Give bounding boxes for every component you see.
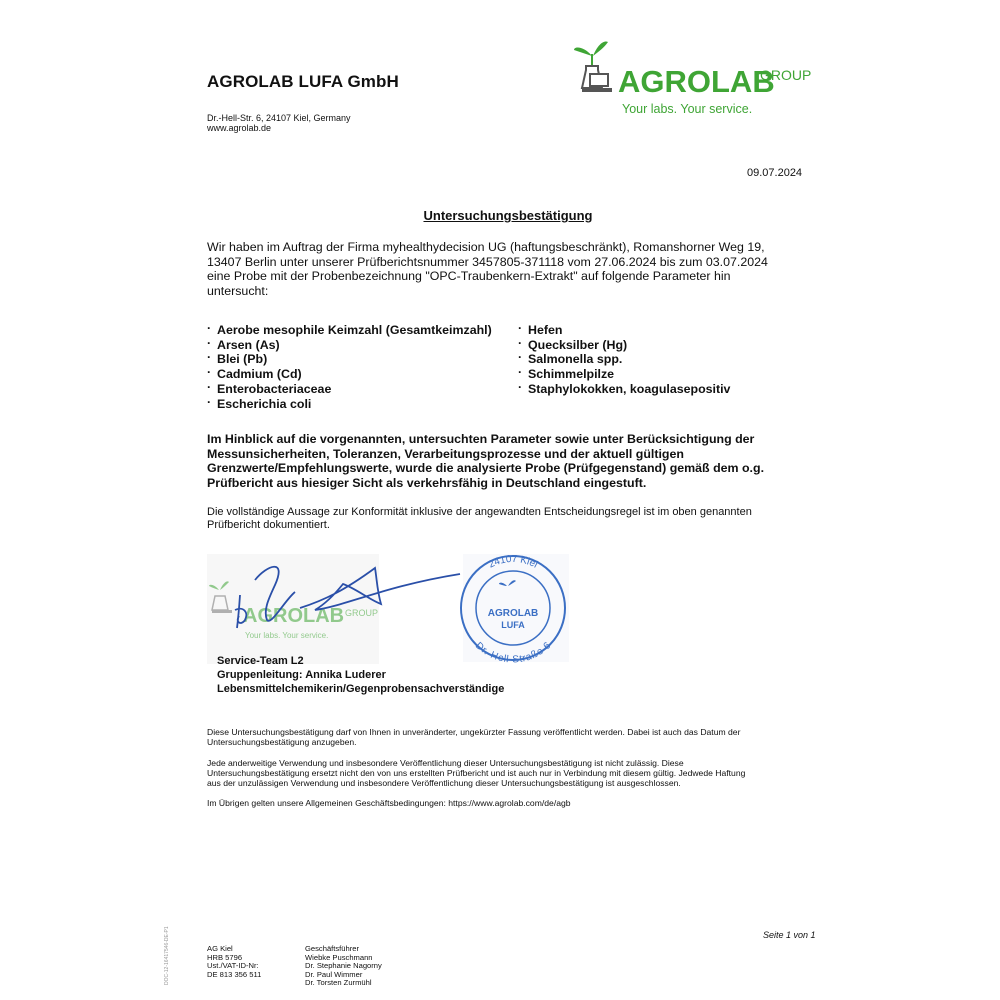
footnotes	[207, 727, 812, 819]
footnote-agb: Im Übrigen gelten unsere Allgemeinen Geschäftsbedingungen: https://www.agrolab.com/de/agb	[207, 798, 571, 809]
parameter-item: · Enterobacteriaceae	[207, 382, 492, 397]
intro-line: Wir haben im Auftrag der Firma myhealthydecision UG (haftungsbeschränkt), Romanshorner Weg 19,	[207, 240, 765, 254]
registry-line: AG Kiel	[207, 944, 233, 953]
website-link[interactable]: www.agrolab.de	[207, 123, 272, 133]
intro-paragraph	[207, 240, 807, 298]
registry-line: DE 813 356 511	[207, 969, 262, 979]
stamp-bottom-text: Dr.-Hell-Straße 6	[473, 640, 554, 666]
conclusion-line: Im Hinblick auf die vorgenannten, untersuchten Parameter sowie unter Berücksichtigung der	[207, 432, 755, 446]
parameter-item: · Arsen (As)	[207, 338, 492, 353]
conclusion-line: Prüfbericht aus hiesiger Sicht als verkehrsfähig in Deutschland eingestuft.	[207, 475, 647, 490]
signatory-role: Lebensmittelchemikerin/Gegenprobensachverständige	[217, 683, 505, 695]
service-team: Service-Team L2	[217, 655, 304, 667]
intro-line: 13407 Berlin unter unserer Prüfberichtsnummer 3457805-371118 vom 27.06.2024 bis zum 03.07.2024	[207, 254, 768, 269]
conformity-paragraph	[207, 506, 812, 532]
parameter-item: · Quecksilber (Hg)	[518, 338, 730, 353]
footnote-line: aus der unzulässigen Verwendung und insbesondere Veröffentlichung dieser Untersuchungsbestätigung ist ausgeschlossen.	[207, 778, 681, 789]
agrolab-group-logo	[572, 36, 822, 120]
footnote-line: Untersuchungsbestätigung ersetzt nicht den von uns erstellten Prüfbericht und ist auch nur in Verbindung mit diesem gültig. Jedwede Haftung	[207, 767, 746, 778]
sprout-lab-icon	[574, 42, 612, 92]
watermark-group: GROUP	[345, 608, 379, 618]
registry-line: HRB 5796	[207, 952, 243, 962]
side-code-text: DOC-12-16417546-DE-P1	[164, 926, 170, 985]
registry-info	[207, 945, 261, 979]
intro-line: eine Probe mit der Probenbezeichnung "OPC-Traubenkern-Extrakt" auf folgende Parameter hin	[207, 269, 731, 283]
group-lead: Gruppenleitung: Annika Luderer	[217, 669, 386, 681]
parameter-item: · Schimmelpilze	[518, 367, 730, 382]
official-stamp	[461, 554, 569, 666]
conformity-line: Die vollständige Aussage zur Konformität inklusive der angewandten Entscheidungsregel ist im oben genannten	[207, 506, 752, 518]
parameter-item: · Blei (Pb)	[207, 352, 492, 367]
management-title: Geschäftsführer	[305, 944, 360, 953]
watermark-brand: AGROLAB	[243, 605, 345, 627]
address-line: Dr.-Hell-Str. 6, 24107 Kiel, Germany	[207, 113, 351, 123]
conformity-line: Prüfbericht dokumentiert.	[207, 519, 330, 531]
side-document-code	[150, 925, 190, 985]
registry-line: Ust./VAT-ID-Nr:	[207, 961, 259, 971]
manager-name: Dr. Stephanie Nagorny	[305, 961, 382, 971]
stamp-line1: AGROLAB	[487, 608, 539, 619]
parameter-item: · Cadmium (Cd)	[207, 367, 492, 382]
parameter-item: · Aerobe mesophile Keimzahl (Gesamtkeimzahl)	[207, 323, 492, 338]
document-title: Untersuchungsbestätigung	[423, 208, 593, 223]
management-info	[305, 945, 382, 988]
page-number: Seite 1 von 1	[763, 930, 816, 940]
parameter-list-left	[207, 323, 492, 411]
footnote-line: Diese Untersuchungsbestätigung darf von Ihnen in unveränderter, ungekürzter Fassung veröffentlicht werden. Dabei ist auch das Datum der	[207, 727, 741, 737]
manager-name: Wiebke Puschmann	[305, 952, 373, 962]
conclusion-line: Messunsicherheiten, Toleranzen, Verarbeitungsprozesse und der aktuell gültigen	[207, 446, 684, 461]
stamp-line2: LUFA	[501, 620, 525, 630]
logo-slogan: Your labs. Your service.	[622, 102, 753, 116]
footnote-paragraph	[207, 727, 812, 748]
signatory-block	[217, 654, 504, 696]
signature-stamp-area	[205, 550, 575, 670]
manager-name: Dr. Torsten Zurmühl	[305, 978, 372, 988]
conclusion-paragraph	[207, 432, 812, 490]
parameter-list-right	[518, 323, 730, 397]
watermark-slogan: Your labs. Your service.	[245, 631, 329, 640]
logo-group: GROUP	[760, 67, 812, 83]
footnote-line: Jede anderweitige Verwendung und insbesondere Veröffentlichung dieser Untersuchungsbestätigung ist nicht zulässig. Diese	[207, 757, 684, 768]
company-name: AGROLAB LUFA GmbH	[207, 72, 399, 91]
parameter-item: · Hefen	[518, 323, 730, 338]
footnote-paragraph	[207, 758, 812, 789]
company-address	[207, 113, 351, 133]
document-date: 09.07.2024	[747, 167, 803, 179]
footnote-line: Untersuchungsbestätigung anzugeben.	[207, 737, 357, 748]
intro-line: untersucht:	[207, 283, 269, 298]
logo-brand: AGROLAB	[618, 64, 775, 99]
parameter-item: · Salmonella spp.	[518, 352, 730, 367]
parameter-item: · Escherichia coli	[207, 397, 492, 412]
stamp-top-text: 24107 Kiel	[486, 553, 540, 571]
manager-name: Dr. Paul Wimmer	[305, 969, 363, 979]
conclusion-line: Grenzwerte/Empfehlungswerte, wurde die analysierte Probe (Prüfgegenstand) gemäß dem o.g.	[207, 461, 765, 475]
parameter-item: · Staphylokokken, koagulasepositiv	[518, 382, 730, 397]
